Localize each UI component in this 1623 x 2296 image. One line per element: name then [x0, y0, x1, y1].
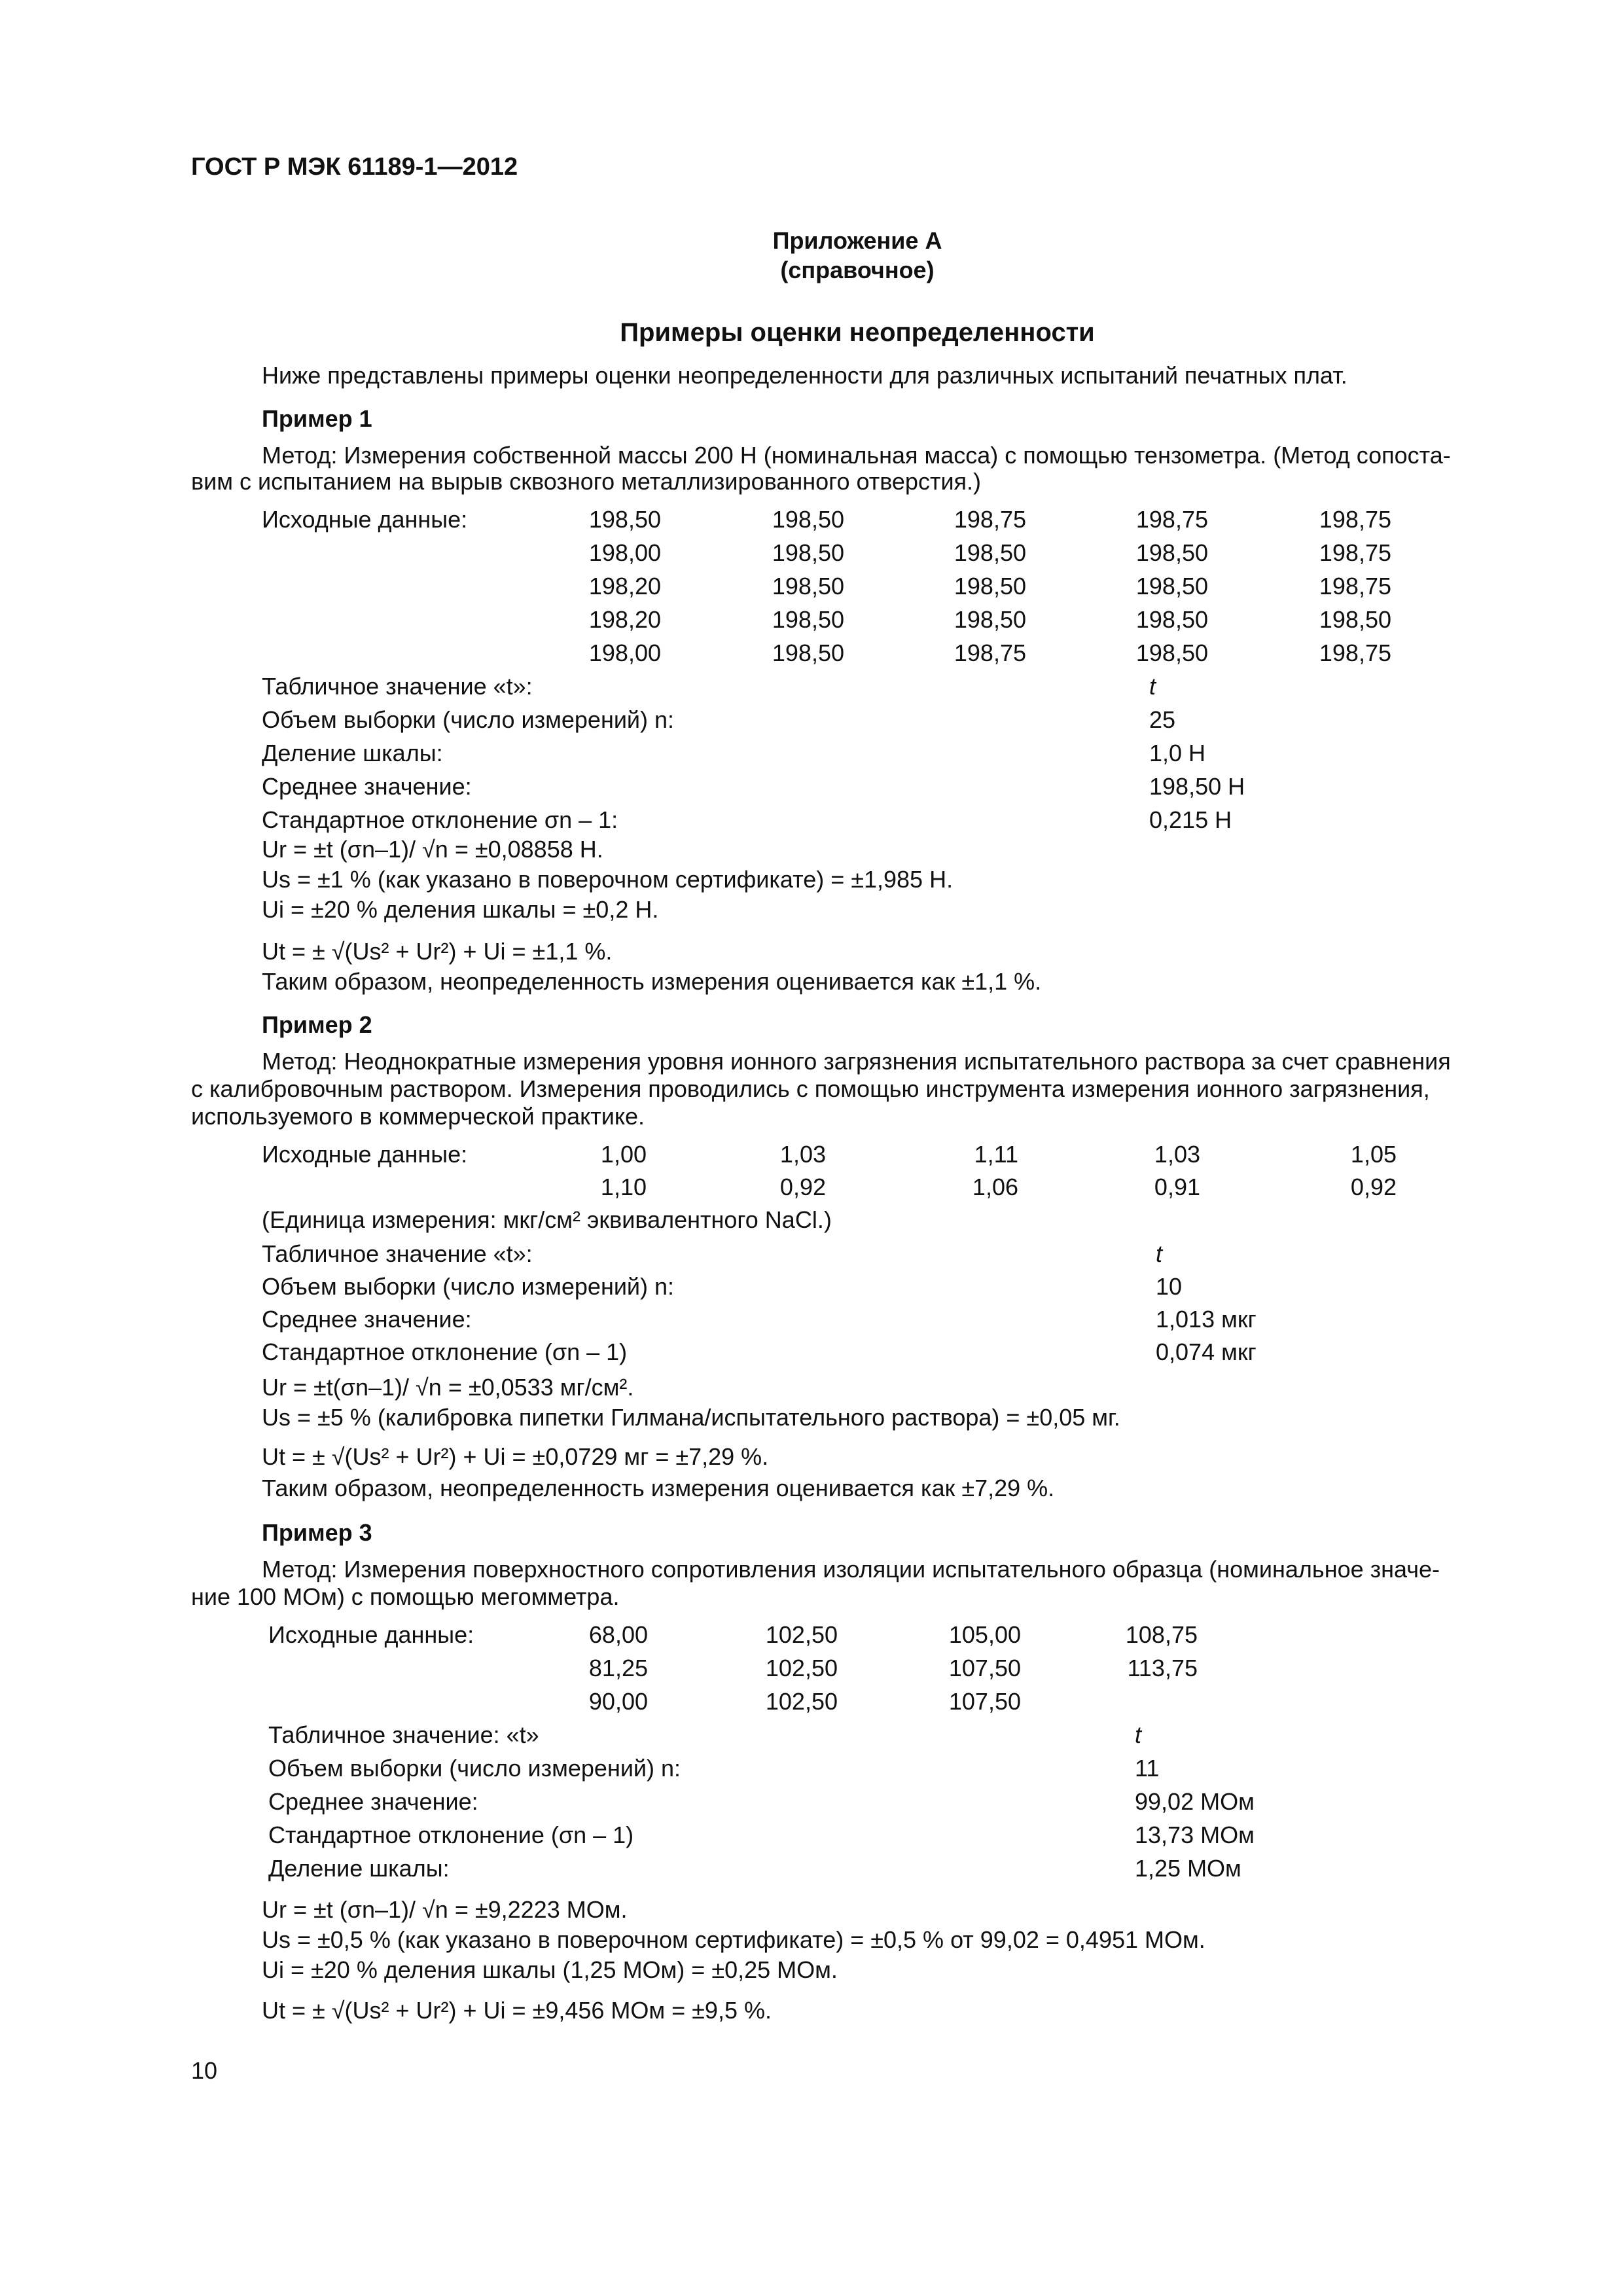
- table-cell: 90,00: [588, 1688, 648, 1715]
- table-cell: 198,75: [1135, 506, 1208, 533]
- example-3-mean-value: 99,02 МОм: [1135, 1788, 1255, 1815]
- table-cell: 198,75: [954, 639, 1026, 666]
- table-cell: 107,50: [948, 1655, 1021, 1681]
- example-2-formula-ur: Ur = ±t(σn–1)/ √n = ±0,0533 мг/см².: [262, 1374, 634, 1401]
- example-1-t-value: t: [1149, 673, 1156, 700]
- table-cell: 1,05: [1350, 1141, 1397, 1168]
- example-1-std-value: 0,215 Н: [1149, 806, 1232, 833]
- table-cell: 198,50: [954, 539, 1026, 566]
- example-2-data-label: Исходные данные:: [262, 1141, 468, 1168]
- table-cell: 198,50: [588, 506, 661, 533]
- example-3-t-value: t: [1135, 1721, 1142, 1748]
- example-2-title: Пример 2: [262, 1011, 372, 1038]
- table-cell: 102,50: [765, 1621, 838, 1648]
- example-3-method: Метод: Измерения поверхностного сопротивления изоляции испытательного образца (номинальное значе-: [262, 1556, 1440, 1583]
- example-3-division-label: Деление шкалы:: [268, 1855, 450, 1882]
- example-3-mean-label: Среднее значение:: [268, 1788, 478, 1815]
- table-cell: 198,50: [954, 573, 1026, 600]
- example-2-unit-note: (Единица измерения: мкг/см² эквивалентного NaCl.): [262, 1206, 832, 1233]
- example-1-title: Пример 1: [262, 405, 372, 432]
- table-cell: 0,92: [1350, 1174, 1397, 1200]
- table-cell: 198,50: [772, 539, 844, 566]
- example-2-method-cont2: используемого в коммерческой практике.: [191, 1103, 645, 1130]
- table-cell: 198,75: [1319, 506, 1391, 533]
- example-2-conclusion: Таким образом, неопределенность измерения оценивается как ±7,29 %.: [262, 1475, 1055, 1501]
- table-cell: 105,00: [948, 1621, 1021, 1648]
- appendix-heading: Примеры оценки неопределенности: [620, 318, 1095, 347]
- example-2-formula-ut: Ut = ± √(Us² + Ur²) + Ui = ±0,0729 мг = ±7,29 %.: [262, 1443, 769, 1470]
- table-cell: 198,50: [1319, 606, 1391, 633]
- example-3-t-label: Табличное значение: «t»: [268, 1721, 539, 1748]
- example-1-conclusion: Таким образом, неопределенность измерения оценивается как ±1,1 %.: [262, 968, 1042, 995]
- example-1-division-label: Деление шкалы:: [262, 740, 443, 766]
- intro-paragraph: Ниже представлены примеры оценки неопределенности для различных испытаний печатных плат.: [262, 362, 1347, 389]
- example-1-formula-ui: Ui = ±20 % деления шкалы = ±0,2 Н.: [262, 896, 659, 923]
- table-cell: 198,50: [772, 506, 844, 533]
- example-2-t-label: Табличное значение «t»:: [262, 1240, 533, 1267]
- table-cell: 198,50: [1135, 539, 1208, 566]
- example-3-formula-ui: Ui = ±20 % деления шкалы (1,25 МОм) = ±0,25 МОм.: [262, 1956, 838, 1983]
- example-2-mean-label: Среднее значение:: [262, 1306, 472, 1333]
- example-1-mean-value: 198,50 Н: [1149, 773, 1245, 800]
- table-cell: 198,50: [1135, 639, 1208, 666]
- example-3-n-label: Объем выборки (число измерений) n:: [268, 1755, 681, 1782]
- example-3-n-value: 11: [1135, 1755, 1160, 1782]
- document-code: ГОСТ Р МЭК 61189-1—2012: [191, 153, 518, 181]
- example-2-std-value: 0,074 мкг: [1156, 1338, 1257, 1365]
- table-cell: 1,10: [600, 1174, 647, 1200]
- table-cell: 198,75: [1319, 639, 1391, 666]
- table-cell: 198,00: [588, 639, 661, 666]
- example-1-std-label: Стандартное отклонение σn – 1:: [262, 806, 618, 833]
- table-cell: 113,75: [1127, 1655, 1198, 1681]
- example-3-data-label: Исходные данные:: [268, 1621, 474, 1648]
- table-cell: 198,50: [954, 606, 1026, 633]
- table-cell: 198,75: [954, 506, 1026, 533]
- appendix-title: Приложение А: [772, 227, 942, 254]
- table-cell: 0,92: [779, 1174, 826, 1200]
- table-cell: 102,50: [765, 1688, 838, 1715]
- example-1-data-label: Исходные данные:: [262, 506, 468, 533]
- table-cell: 0,91: [1154, 1174, 1200, 1200]
- example-1-mean-label: Среднее значение:: [262, 773, 472, 800]
- example-3-formula-ut: Ut = ± √(Us² + Ur²) + Ui = ±9,456 МОм = ±9,5 %.: [262, 1997, 772, 2024]
- example-2-method-cont: с калибровочным раствором. Измерения проводились с помощью инструмента измерения ионного загрязнения,: [191, 1075, 1430, 1102]
- example-3-std-value: 13,73 МОм: [1135, 1821, 1255, 1848]
- example-1-t-label: Табличное значение «t»:: [262, 673, 533, 700]
- table-cell: 1,00: [600, 1141, 647, 1168]
- example-2-n-value: 10: [1156, 1273, 1183, 1300]
- example-3-title: Пример 3: [262, 1519, 372, 1546]
- table-cell: 102,50: [765, 1655, 838, 1681]
- table-cell: 1,03: [779, 1141, 826, 1168]
- table-cell: 108,75: [1125, 1621, 1198, 1648]
- example-3-method-cont: ние 100 МОм) с помощью мегомметра.: [191, 1583, 620, 1610]
- example-1-n-label: Объем выборки (число измерений) n:: [262, 706, 675, 733]
- example-1-division-value: 1,0 Н: [1149, 740, 1206, 766]
- example-1-n-value: 25: [1149, 706, 1176, 733]
- table-cell: 81,25: [588, 1655, 648, 1681]
- table-cell: 198,75: [1319, 573, 1391, 600]
- example-2-t-value: t: [1156, 1240, 1163, 1267]
- table-cell: 107,50: [948, 1688, 1021, 1715]
- example-3-formula-ur: Ur = ±t (σn–1)/ √n = ±9,2223 МОм.: [262, 1896, 628, 1923]
- table-cell: 198,50: [772, 606, 844, 633]
- example-2-method: Метод: Неоднократные измерения уровня ионного загрязнения испытательного раствора за счет сравнения: [262, 1048, 1451, 1075]
- table-cell: 198,20: [588, 606, 661, 633]
- table-cell: 198,50: [772, 639, 844, 666]
- table-cell: 198,00: [588, 539, 661, 566]
- example-2-n-label: Объем выборки (число измерений) n:: [262, 1273, 675, 1300]
- example-3-std-label: Стандартное отклонение (σn – 1): [268, 1821, 634, 1848]
- example-1-formula-us: Us = ±1 % (как указано в поверочном сертификате) = ±1,985 Н.: [262, 866, 954, 893]
- table-cell: 1,11: [974, 1141, 1018, 1168]
- example-3-formula-us: Us = ±0,5 % (как указано в поверочном сертификате) = ±0,5 % от 99,02 = 0,4951 МОм.: [262, 1926, 1205, 1953]
- example-1-formula-ur: Ur = ±t (σn–1)/ √n = ±0,08858 Н.: [262, 836, 603, 863]
- example-1-method-cont: вим с испытанием на вырыв сквозного металлизированного отверстия.): [191, 468, 982, 495]
- table-cell: 198,50: [772, 573, 844, 600]
- appendix-subtitle: (справочное): [780, 257, 935, 283]
- table-cell: 1,06: [972, 1174, 1018, 1200]
- example-1-formula-ut: Ut = ± √(Us² + Ur²) + Ui = ±1,1 %.: [262, 938, 613, 965]
- example-2-std-label: Стандартное отклонение (σn – 1): [262, 1338, 628, 1365]
- table-cell: 1,03: [1154, 1141, 1200, 1168]
- example-1-method: Метод: Измерения собственной массы 200 Н (номинальная масса) с помощью тензометра. (Метод сопоста-: [262, 442, 1451, 469]
- table-cell: 198,20: [588, 573, 661, 600]
- table-cell: 198,50: [1135, 573, 1208, 600]
- table-cell: 198,50: [1135, 606, 1208, 633]
- table-cell: 68,00: [588, 1621, 648, 1648]
- page-number: 10: [191, 2057, 218, 2084]
- example-2-formula-us: Us = ±5 % (калибровка пипетки Гилмана/испытательного раствора) = ±0,05 мг.: [262, 1404, 1120, 1431]
- table-cell: 198,75: [1319, 539, 1391, 566]
- example-2-mean-value: 1,013 мкг: [1156, 1306, 1257, 1333]
- example-3-division-value: 1,25 МОм: [1135, 1855, 1241, 1882]
